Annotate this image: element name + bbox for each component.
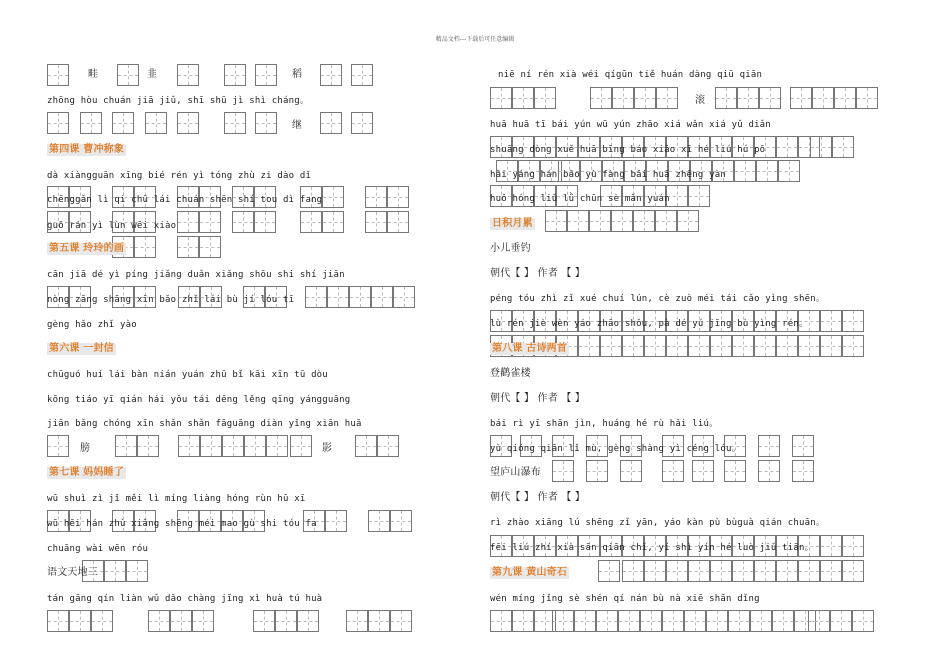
writing-box[interactable] <box>842 535 864 557</box>
writing-box[interactable] <box>688 335 710 357</box>
writing-box[interactable] <box>224 112 246 134</box>
writing-box[interactable] <box>724 460 746 482</box>
writing-box[interactable] <box>640 610 662 632</box>
left-line: chuāng wài wēn róu <box>47 544 149 554</box>
right-line: 小儿垂钓 <box>490 243 531 254</box>
writing-box[interactable] <box>490 87 512 109</box>
writing-box[interactable] <box>750 610 772 632</box>
writing-box[interactable] <box>574 610 596 632</box>
left-line: kōng tiáo yī qián hái yǒu tái dēng lěng qīng yángguāng <box>47 395 351 405</box>
writing-box[interactable] <box>598 560 620 582</box>
writing-box[interactable] <box>255 64 277 86</box>
writing-box[interactable] <box>512 87 534 109</box>
left-line: tán gāng qín liàn wǔ dǎo chàng jīng xì huà tú huà <box>47 594 323 604</box>
writing-box[interactable] <box>732 335 754 357</box>
writing-box[interactable] <box>728 610 750 632</box>
writing-box[interactable] <box>820 560 842 582</box>
writing-box[interactable] <box>377 435 399 457</box>
writing-box[interactable] <box>655 210 677 232</box>
writing-box[interactable] <box>134 236 156 258</box>
right-line: bái rì yī shān jìn, huáng hé rù hǎi liú。 <box>490 419 719 429</box>
writing-box[interactable] <box>244 435 266 457</box>
right-line: 朝代【 】 作者 【 】 <box>490 492 586 503</box>
page-header: 精品文档---下载后可任意编辑 <box>435 36 515 43</box>
writing-box[interactable] <box>611 210 633 232</box>
right-line: fēi liú zhí xià sān qiān chǐ, yí shì yín hé luò jiǔ tiān。 <box>490 543 814 553</box>
left-line: 韭 <box>147 69 158 80</box>
writing-box[interactable] <box>842 335 864 357</box>
writing-box[interactable] <box>177 211 199 233</box>
writing-box[interactable] <box>365 186 387 208</box>
left-line: 继 <box>292 120 303 131</box>
writing-box[interactable] <box>842 310 864 332</box>
writing-box[interactable] <box>552 460 574 482</box>
writing-box[interactable] <box>327 286 349 308</box>
writing-box[interactable] <box>578 335 600 357</box>
writing-box[interactable] <box>666 560 688 582</box>
writing-box[interactable] <box>320 64 342 86</box>
left-line: 语文天地三 <box>47 567 98 578</box>
writing-box[interactable] <box>351 112 373 134</box>
writing-box[interactable] <box>232 211 254 233</box>
writing-box[interactable] <box>776 136 798 158</box>
writing-box[interactable] <box>255 112 277 134</box>
writing-box[interactable] <box>758 435 780 457</box>
left-line: gèng hǎo zhǐ yào <box>47 320 137 330</box>
writing-box[interactable] <box>387 186 409 208</box>
writing-box[interactable] <box>297 610 319 632</box>
writing-box[interactable] <box>145 112 167 134</box>
writing-box[interactable] <box>368 610 390 632</box>
writing-box[interactable] <box>820 335 842 357</box>
left-line: 影 <box>322 443 333 454</box>
left-line: 第七课 妈妈睡了 <box>49 467 125 478</box>
writing-box[interactable] <box>80 112 102 134</box>
writing-box[interactable] <box>808 610 830 632</box>
writing-box[interactable] <box>137 435 159 457</box>
right-line: hǎi yáng hán bāo yù fàng bǎi huā zhēng yàn <box>490 170 726 180</box>
writing-box[interactable] <box>715 87 737 109</box>
writing-box[interactable] <box>390 510 412 532</box>
writing-box[interactable] <box>305 286 327 308</box>
writing-box[interactable] <box>662 610 684 632</box>
writing-box[interactable] <box>393 286 415 308</box>
writing-box[interactable] <box>545 210 567 232</box>
left-line: cān jiā dé yì píng jiǎng duǎn xiǎng shōu shi shí jiān <box>47 270 345 280</box>
writing-box[interactable] <box>710 335 732 357</box>
writing-box[interactable] <box>148 610 170 632</box>
writing-box[interactable] <box>390 610 412 632</box>
writing-box[interactable] <box>798 335 820 357</box>
right-line: yù qióng qiān lǐ mù, gèng shàng yì céng lóu。 <box>490 444 741 454</box>
writing-box[interactable] <box>355 435 377 457</box>
writing-box[interactable] <box>790 87 812 109</box>
writing-box[interactable] <box>126 560 148 582</box>
left-line: 膀 <box>80 443 91 454</box>
left-line: nòng zāng shāng xīn bǎo zhǐ lái bù jí lóu tī <box>47 295 295 305</box>
writing-box[interactable] <box>644 560 666 582</box>
writing-box[interactable] <box>772 610 794 632</box>
writing-box[interactable] <box>117 64 139 86</box>
writing-box[interactable] <box>199 211 221 233</box>
writing-box[interactable] <box>253 610 275 632</box>
right-line: wén míng jǐng sè shén qí nán bù nà xiē shān dǐng <box>490 594 760 604</box>
writing-box[interactable] <box>325 510 347 532</box>
left-line: 第六课 一封信 <box>49 343 114 354</box>
writing-box[interactable] <box>684 610 706 632</box>
writing-box[interactable] <box>47 112 69 134</box>
writing-box[interactable] <box>387 211 409 233</box>
writing-box[interactable] <box>112 112 134 134</box>
writing-box[interactable] <box>567 210 589 232</box>
writing-box[interactable] <box>756 160 778 182</box>
writing-box[interactable] <box>322 186 344 208</box>
right-line: rì zhào xiāng lú shēng zǐ yān, yáo kàn pù bùguà qián chuān。 <box>490 518 826 528</box>
writing-box[interactable] <box>734 160 756 182</box>
writing-box[interactable] <box>192 610 214 632</box>
left-line: 第四课 曹冲称象 <box>49 144 125 155</box>
writing-box[interactable] <box>320 112 342 134</box>
writing-box[interactable] <box>662 460 684 482</box>
writing-box[interactable] <box>688 560 710 582</box>
left-line: jiān bǎng chóng xīn shǎn shǎn fāguāng diàn yǐng xiān huā <box>47 419 362 429</box>
writing-box[interactable] <box>91 610 113 632</box>
writing-box[interactable] <box>820 535 842 557</box>
writing-box[interactable] <box>368 510 390 532</box>
writing-box[interactable] <box>618 610 640 632</box>
left-line: guō rán yì lùn wēi xiào <box>47 221 177 231</box>
left-line: 畦 <box>88 69 99 80</box>
left-line: 稻 <box>292 69 303 80</box>
writing-box[interactable] <box>365 211 387 233</box>
writing-box[interactable] <box>830 610 852 632</box>
writing-box[interactable] <box>512 610 534 632</box>
writing-box[interactable] <box>792 460 814 482</box>
writing-box[interactable] <box>820 310 842 332</box>
writing-box[interactable] <box>322 211 344 233</box>
writing-box[interactable] <box>222 435 244 457</box>
writing-box[interactable] <box>754 335 776 357</box>
writing-box[interactable] <box>832 136 854 158</box>
writing-box[interactable] <box>812 87 834 109</box>
writing-box[interactable] <box>778 160 800 182</box>
writing-box[interactable] <box>792 435 814 457</box>
writing-box[interactable] <box>776 560 798 582</box>
right-line: 登鹳雀楼 <box>490 368 531 379</box>
writing-box[interactable] <box>856 87 878 109</box>
left-line: 第五课 玲玲的画 <box>49 243 125 254</box>
writing-box[interactable] <box>737 87 759 109</box>
writing-box[interactable] <box>776 335 798 357</box>
writing-box[interactable] <box>199 236 221 258</box>
writing-box[interactable] <box>177 236 199 258</box>
writing-box[interactable] <box>47 64 69 86</box>
writing-box[interactable] <box>47 610 69 632</box>
writing-box[interactable] <box>633 210 655 232</box>
writing-box[interactable] <box>852 610 874 632</box>
writing-box[interactable] <box>810 136 832 158</box>
writing-box[interactable] <box>666 335 688 357</box>
writing-box[interactable] <box>224 64 246 86</box>
writing-box[interactable] <box>798 560 820 582</box>
writing-box[interactable] <box>634 87 656 109</box>
writing-box[interactable] <box>656 87 678 109</box>
left-line: chēnggǎn lì qi chū lái chuán shēn shí tou dì fang <box>47 195 323 205</box>
right-line: huǒ hóng liǔ lǜ chūn sè mǎn yuán <box>490 194 670 204</box>
writing-box[interactable] <box>688 185 710 207</box>
right-line: 第九课 黄山奇石 <box>492 567 568 578</box>
right-line: shuāng dòng xuě huā bīng báo xiǎo xī hé liú hú pō <box>490 145 766 155</box>
left-line: wū hēi hán zhù xiǎng shēng méi mao gù shi tóu fa <box>47 519 317 529</box>
right-line: 朝代【 】 作者 【 】 <box>490 393 586 404</box>
writing-box[interactable] <box>586 460 608 482</box>
left-line: wū shuì zì jǐ měi lì míng liàng hóng rùn hū xī <box>47 494 306 504</box>
left-line: dà xiàngguān xīng bié rén yì tóng zhù zi dào dǐ <box>47 171 312 181</box>
writing-box[interactable] <box>200 435 222 457</box>
writing-box[interactable] <box>300 211 322 233</box>
writing-box[interactable] <box>834 87 856 109</box>
writing-box[interactable] <box>254 211 276 233</box>
writing-box[interactable] <box>104 560 126 582</box>
writing-box[interactable] <box>622 560 644 582</box>
writing-box[interactable] <box>710 560 732 582</box>
right-line: niē ní rén xià wéi qígūn tiě huán dàng qiū qiān <box>498 70 763 80</box>
writing-box[interactable] <box>115 435 137 457</box>
writing-box[interactable] <box>177 64 199 86</box>
writing-box[interactable] <box>349 286 371 308</box>
writing-box[interactable] <box>677 210 699 232</box>
writing-box[interactable] <box>170 610 192 632</box>
writing-box[interactable] <box>692 460 714 482</box>
writing-box[interactable] <box>612 87 634 109</box>
writing-box[interactable] <box>842 560 864 582</box>
writing-box[interactable] <box>590 87 612 109</box>
right-line: 朝代【 】 作者 【 】 <box>490 268 586 279</box>
writing-box[interactable] <box>47 435 69 457</box>
writing-box[interactable] <box>706 610 728 632</box>
writing-box[interactable] <box>534 87 556 109</box>
writing-box[interactable] <box>275 610 297 632</box>
right-line: 望庐山瀑布 <box>490 467 541 478</box>
writing-box[interactable] <box>644 335 666 357</box>
writing-box[interactable] <box>620 460 642 482</box>
writing-box[interactable] <box>732 560 754 582</box>
writing-box[interactable] <box>622 335 644 357</box>
right-line: lù rén jiè wèn yáo zhāo shǒu, pà dé yú jīng bù yìng rén。 <box>490 319 809 329</box>
writing-box[interactable] <box>290 435 312 457</box>
writing-box[interactable] <box>758 460 780 482</box>
writing-box[interactable] <box>177 112 199 134</box>
writing-box[interactable] <box>490 610 512 632</box>
writing-box[interactable] <box>759 87 781 109</box>
writing-box[interactable] <box>596 610 618 632</box>
writing-box[interactable] <box>346 610 368 632</box>
writing-box[interactable] <box>371 286 393 308</box>
writing-box[interactable] <box>351 64 373 86</box>
writing-box[interactable] <box>600 335 622 357</box>
writing-box[interactable] <box>69 610 91 632</box>
writing-box[interactable] <box>178 435 200 457</box>
left-line: zhōng hòu chuán jiā jiǔ, shī shū jì shì cháng。 <box>47 96 310 106</box>
right-line: huā huā tī bái yún wū yún zhāo xiá wǎn xiá yǔ diǎn <box>490 120 771 130</box>
left-line: chūguó huí lái bàn nián yuán zhū bǐ kāi xīn tū dòu <box>47 370 328 380</box>
writing-box[interactable] <box>589 210 611 232</box>
right-line: 日积月累 <box>492 218 533 229</box>
writing-box[interactable] <box>552 610 574 632</box>
right-line: 滚 <box>695 95 706 106</box>
writing-box[interactable] <box>266 435 288 457</box>
right-line: 第八课 古诗两首 <box>492 343 568 354</box>
right-line: péng tóu zhì zǐ xué chuí lún, cè zuò méi tái cǎo yìng shēn。 <box>490 294 826 304</box>
writing-box[interactable] <box>754 560 776 582</box>
